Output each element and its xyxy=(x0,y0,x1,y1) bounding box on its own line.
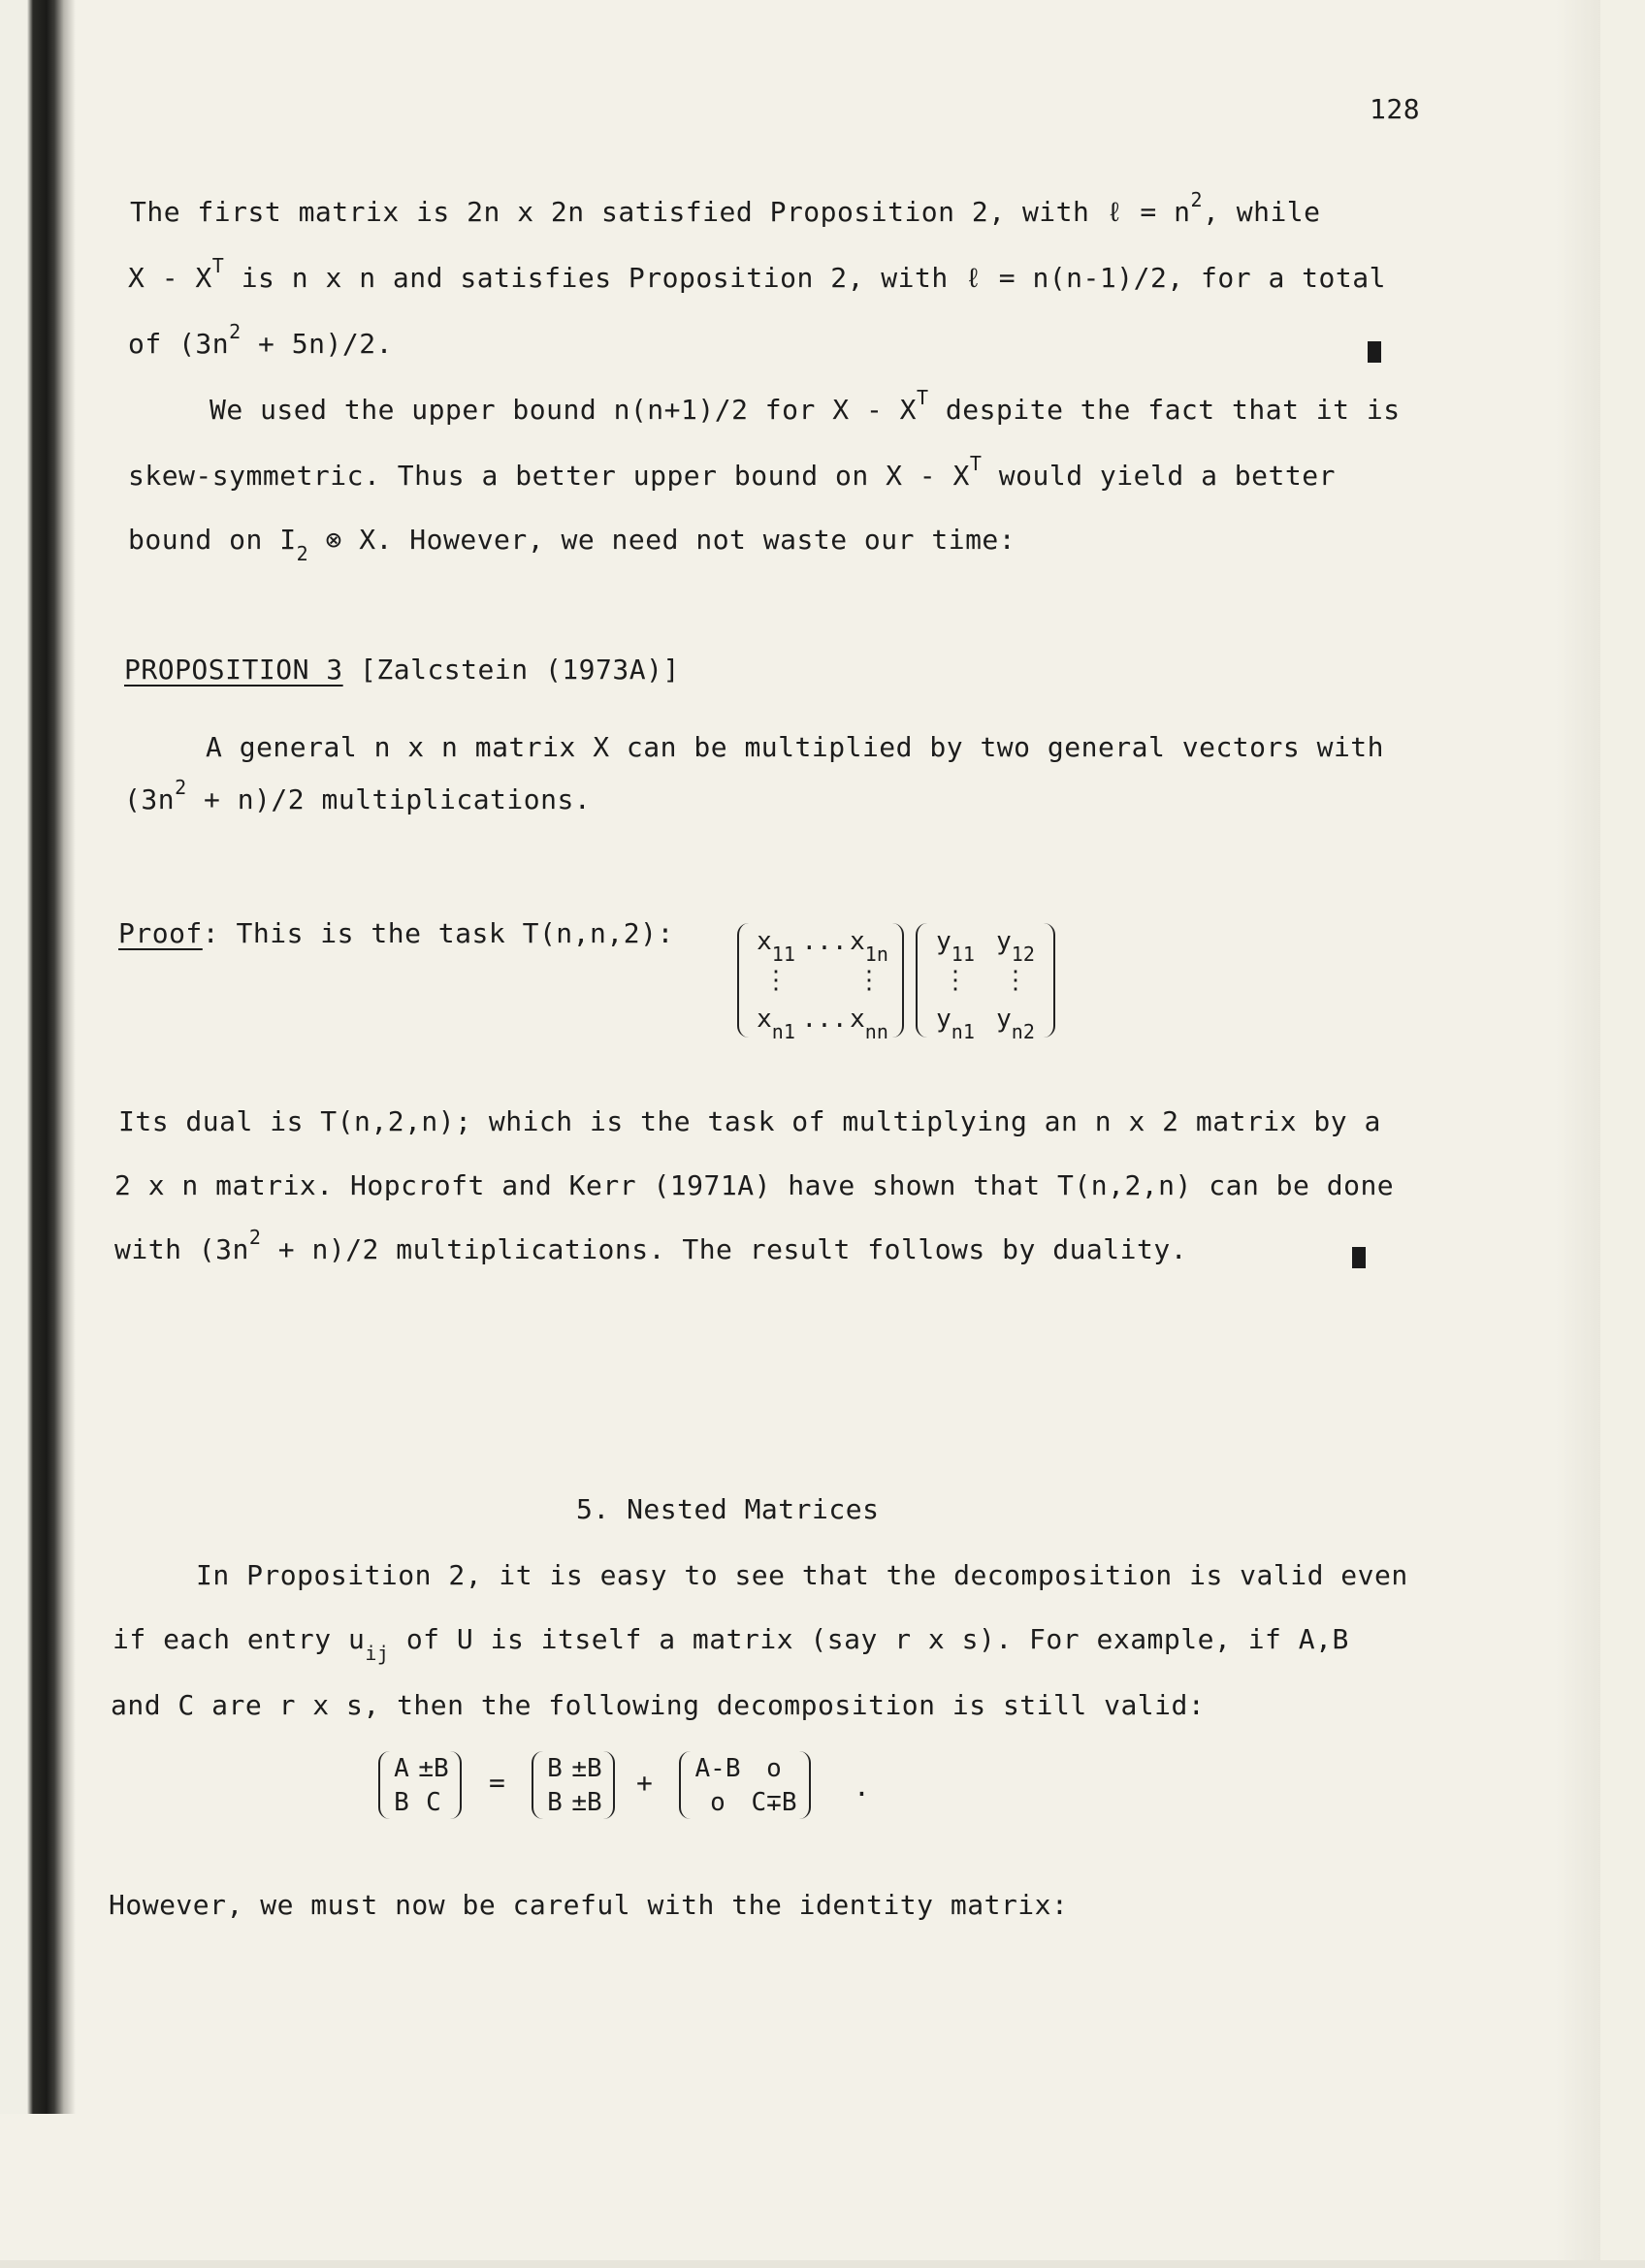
dual-line2: 2 x n matrix. Hopcroft and Kerr (1971A) have shown that T(n,2,n) can be done xyxy=(114,1169,1395,1201)
matrix-x-nn: $x_{nn}$ xyxy=(850,1005,888,1043)
matrix-x-vdots-left: ⋮ xyxy=(763,966,789,995)
p1-line2: X - $X^T$ is n x n and satisfies Proposition 2, with ℓ = n(n-1)/2, for a total xyxy=(128,254,1386,294)
matrix-x-vdots-right: ⋮ xyxy=(856,966,882,995)
matrix-x xyxy=(737,923,904,1043)
matrix-x-1n: $x_{1n}$ xyxy=(850,927,888,966)
eq-equals: = xyxy=(489,1767,505,1799)
eq-matrix-1: A ±B B C xyxy=(378,1751,462,1819)
proposition-line2: $(3n^2 + n)/2$ multiplications. xyxy=(124,776,592,815)
scan-bottom-edge xyxy=(0,2260,1645,2268)
matrix-y-12: $y_{12}$ xyxy=(996,927,1035,966)
matrix-y-vdots-right: ⋮ xyxy=(1003,966,1028,995)
p1-line3: of $(3n^2 + 5n)/2$. xyxy=(128,320,393,360)
p1-line1: The first matrix is 2n x 2n satisfied Proposition 2, with ℓ = $n^2$, while xyxy=(130,188,1321,228)
dual-line1: Its dual is T(n,2,n); which is the task of multiplying an n x 2 matrix by a xyxy=(118,1105,1381,1137)
matrix-y-n1: $y_{n1}$ xyxy=(936,1005,975,1043)
section-line4: However, we must now be careful with the identity matrix: xyxy=(109,1889,1069,1921)
eq-period: . xyxy=(854,1771,870,1803)
qed-mark-proof xyxy=(1352,1247,1366,1268)
proof-line: Proof: This is the task T(n,n,2): xyxy=(118,917,674,949)
matrix-y-11: $y_{11}$ xyxy=(936,927,975,966)
matrix-y-vdots-left: ⋮ xyxy=(943,966,968,995)
matrix-y xyxy=(916,923,1055,1043)
matrix-y-n2: $y_{n2}$ xyxy=(996,1005,1035,1043)
dual-line3: with $(3n^2 + n)/2$ multiplications. The result follows by duality. xyxy=(114,1226,1188,1265)
matrix-x-dots-bottom: ... xyxy=(801,1005,848,1034)
section-heading: 5. Nested Matrices xyxy=(576,1493,880,1525)
page-number: 128 xyxy=(1370,93,1421,125)
section-line1: In Proposition 2, it is easy to see that the decomposition is valid even xyxy=(196,1559,1408,1591)
section-line2: if each entry $u_{ij}$ of U is itself a matrix (say r x s). For example, if A,B xyxy=(113,1623,1349,1665)
eq-plus: + xyxy=(636,1767,653,1799)
eq-matrix-2: B ±B B ±B xyxy=(532,1751,615,1819)
eq-matrix-3: A-B o o C∓B xyxy=(679,1751,811,1819)
p2-line3: bound on $I_2$ ⊗ X. However, we need not waste our time: xyxy=(128,524,1016,565)
qed-mark xyxy=(1368,341,1381,363)
section-line3: and C are r x s, then the following decomposition is still valid: xyxy=(111,1689,1206,1721)
proposition-line1: A general n x n matrix X can be multiplied by two general vectors with xyxy=(206,731,1385,763)
matrix-x-dots: ... xyxy=(801,927,848,956)
p2-line2: skew-symmetric. Thus a better upper bound on X - $X^T$ would yield a better xyxy=(128,452,1336,492)
page-edge xyxy=(1556,0,1600,2268)
proposition-heading: PROPOSITION 3 [Zalcstein (1973A)] xyxy=(124,654,680,686)
binding-shadow xyxy=(0,0,76,2114)
p2-line1: We used the upper bound n(n+1)/2 for X - $X^T$ despite the fact that it is xyxy=(210,386,1401,426)
matrix-x-11: $x_{11}$ xyxy=(757,927,795,966)
matrix-x-n1: $x_{n1}$ xyxy=(757,1005,795,1043)
